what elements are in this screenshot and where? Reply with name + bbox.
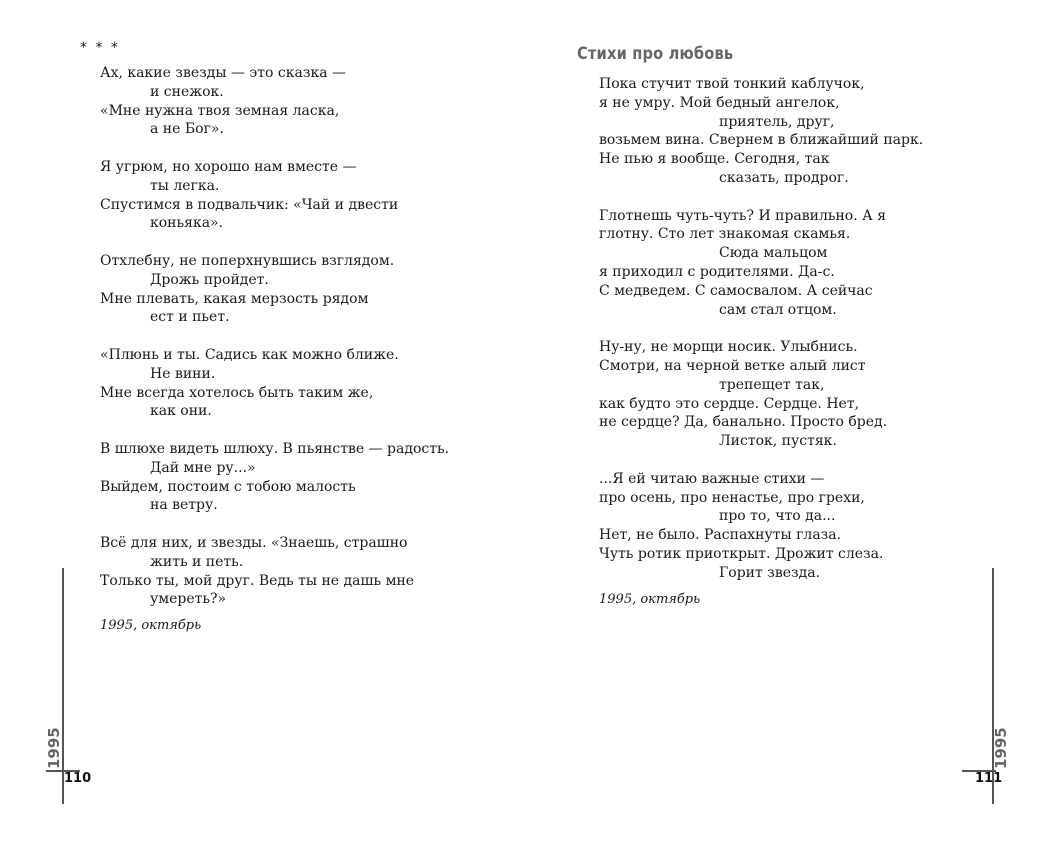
poem-lines [599, 75, 923, 583]
poem-line: С медведем. С самосвалом. А сейчас [599, 282, 873, 299]
poem-line: Пока стучит твой тонкий каблучок, [599, 76, 865, 92]
poem-line: Глотнешь чуть-чуть? И правильно. А я [599, 207, 887, 224]
poem-line: коньяка». [150, 215, 224, 232]
poem-line: про осень, про ненастье, про грехи, [599, 489, 865, 506]
poem-line: Не вини. [150, 365, 216, 382]
poem-line: трепещет так, [719, 376, 825, 393]
poem-line: Я угрюм, но хорошо нам вместе — [100, 158, 357, 175]
page-number: 110 [64, 771, 92, 786]
poem-line: на ветру. [150, 497, 218, 514]
year-tab: 1995 [45, 727, 63, 769]
poem-line: Всё для них, и звезды. «Знаешь, страшно [100, 534, 408, 551]
poem-line: Не пью я вообще. Сегодня, так [599, 151, 830, 168]
poem-date: 1995, октябрь [100, 618, 202, 634]
poem-line: Дрожь пройдет. [150, 271, 269, 288]
stanza-gap [599, 188, 923, 207]
stanza-gap [599, 319, 923, 338]
poem-line: Чуть ротик приоткрыт. Дрожит слеза. [599, 545, 884, 562]
poem-line: сам стал отцом. [719, 301, 837, 318]
poem-line: возьмем вина. Свернем в ближайший парк. [599, 132, 924, 149]
poem-line: «Мне нужна твоя земная ласка, [100, 102, 340, 119]
poem-line: и снежок. [150, 83, 224, 100]
poem-lines [100, 64, 449, 609]
stanza-gap [100, 139, 449, 158]
poem [599, 75, 923, 609]
stanza-gap [100, 327, 449, 346]
right-page [529, 0, 1058, 850]
poem-line: В шлюхе видеть шлюху. В пьянстве — радость. [100, 440, 450, 457]
poem-line: Ну-ну, не морщи носик. Улыбнись. [599, 339, 858, 356]
poem-line: Дай мне ру...» [150, 459, 256, 476]
stanza-gap [100, 421, 449, 440]
year-tab: 1995 [992, 727, 1010, 769]
poem-line: Сюда мальцом [719, 245, 828, 262]
poem-line: Нет, не было. Распахнуты глаза. [599, 527, 842, 544]
poem-line: Ах, какие звезды — это сказка — [100, 65, 346, 81]
poem-line: как они. [150, 403, 212, 420]
poem-line: сказать, продрог. [719, 169, 849, 186]
poem-line: приятель, друг, [719, 113, 835, 130]
poem-line: Смотри, на черной ветке алый лист [599, 357, 866, 374]
poem-line: Горит звезда. [719, 564, 821, 581]
poem-line: не сердце? Да, банально. Просто бред. [599, 414, 888, 431]
stanza-gap [100, 515, 449, 534]
stanza-separator-stars: * * * [80, 40, 120, 56]
poem-line: я не умру. Мой бедный ангелок, [599, 94, 840, 111]
poem-line: Листок, пустяк. [719, 433, 837, 450]
section-title: Стихи про любовь [577, 44, 734, 64]
poem-line: я приходил с родителями. Да-с. [599, 263, 835, 280]
poem-line: Отхлебну, не поперхнувшись взглядом. [100, 252, 395, 269]
poem-line: ...Я ей читаю важные стихи — [599, 470, 825, 487]
poem-line: Мне плевать, какая мерзость рядом [100, 290, 369, 307]
poem-line: умереть?» [150, 591, 227, 608]
poem-date: 1995, октябрь [599, 591, 701, 607]
poem-line: жить и петь. [150, 553, 244, 570]
stanza-gap [599, 451, 923, 470]
poem [100, 64, 449, 636]
poem-line: Спустимся в подвальчик: «Чай и двести [100, 196, 399, 213]
poem-line: про то, что да... [719, 508, 836, 525]
poem-line: ест и пьет. [150, 309, 230, 326]
page-number: 111 [975, 771, 1003, 786]
poem-line: а не Бог». [150, 121, 224, 138]
poem-line: ты легка. [150, 177, 220, 194]
poem-line: глотну. Сто лет знакомая скамья. [599, 226, 851, 243]
poem-line: Только ты, мой друг. Ведь ты не дашь мне [100, 572, 415, 589]
poem-line: Мне всегда хотелось быть таким же, [100, 384, 374, 401]
poem-line: «Плюнь и ты. Садись как можно ближе. [100, 346, 399, 363]
stanza-gap [100, 233, 449, 252]
poem-line: как будто это сердце. Сердце. Нет, [599, 395, 860, 412]
poem-line: Выйдем, постоим с тобою малость [100, 478, 356, 495]
